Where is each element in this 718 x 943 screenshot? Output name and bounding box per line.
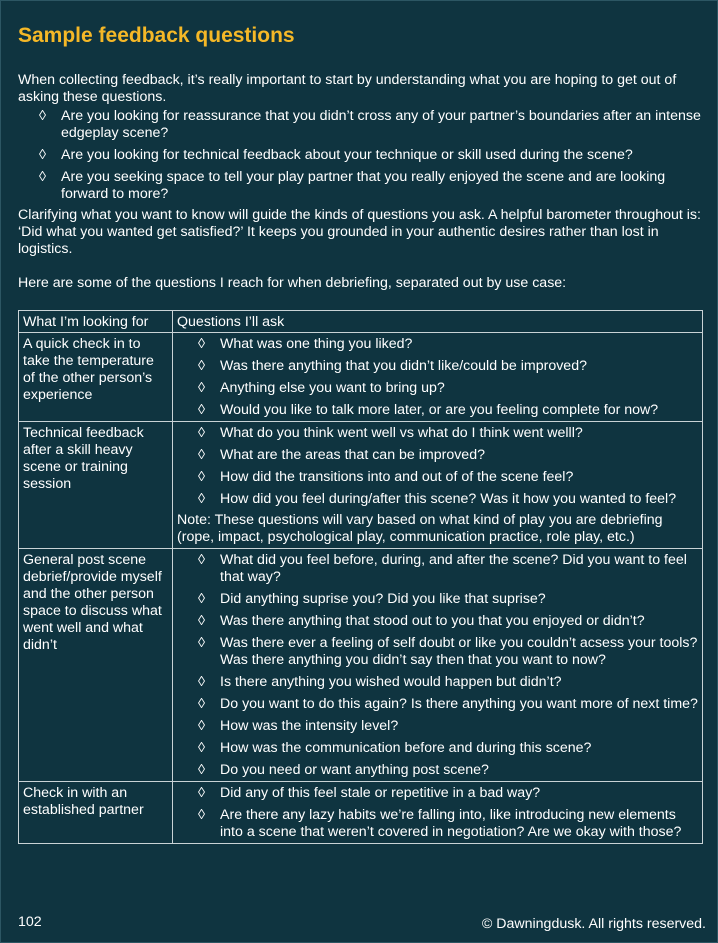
question-item [177,674,698,691]
question-text: Did any of this feel stale or repetitive in a bad way? [220,785,541,801]
diamond-bullet-icon: ◊ [198,807,206,823]
diamond-bullet-icon: ◊ [198,491,206,507]
question-item [177,718,698,735]
diamond-bullet-icon: ◊ [198,336,206,352]
question-item [177,469,698,486]
diamond-bullet-icon: ◊ [198,635,206,651]
question-text: Do you want to do this again? Is there anything you want more of next time? [220,696,698,712]
diamond-bullet-icon: ◊ [198,674,206,690]
intro-bullet-text: Are you seeking space to tell your play partner that you really enjoyed the scene and are looking forward to more? [61,169,666,202]
page-number: 102 [18,914,42,930]
question-text: How was the intensity level? [220,718,399,734]
clarifying-paragraph: Clarifying what you want to know will guide the kinds of questions you ask. A helpful barometer throughout is: ‘Did what you wanted get satisfied?’ It keeps you grounded in your authentic desires rather than lost in logistics. [18,207,701,257]
question-text: What do you think went well vs what do I think went welll? [220,425,583,441]
use-case-cell: A quick check in to take the temperature of the other person’s experience [19,333,173,422]
diamond-bullet-icon: ◊ [198,613,206,629]
intro-paragraph: When collecting feedback, it’s really important to start by understanding what you are hoping to get out of asking these questions. [18,72,677,105]
table-row [19,422,703,549]
diamond-bullet-icon: ◊ [198,425,206,441]
question-item [177,785,698,802]
question-text: Did anything suprise you? Did you like that suprise? [220,591,546,607]
diamond-bullet-icon: ◊ [198,740,206,756]
question-item [177,402,698,419]
question-text: Anything else you want to bring up? [220,380,445,396]
intro-bullet-list [18,108,710,203]
question-text: How was the communication before and during this scene? [220,740,592,756]
diamond-bullet-icon: ◊ [39,169,47,185]
copyright-notice: © Dawningdusk. All rights reserved. [481,916,706,932]
question-item [177,613,698,630]
question-text: Is there anything you wished would happen but didn’t? [220,674,562,690]
table-row [19,333,703,422]
questions-cell [173,782,703,844]
question-item [177,635,698,669]
question-list [177,425,698,508]
diamond-bullet-icon: ◊ [198,380,206,396]
diamond-bullet-icon: ◊ [198,552,206,568]
questions-cell [173,333,703,422]
diamond-bullet-icon: ◊ [198,591,206,607]
question-text: Was there anything that you didn’t like/could be improved? [220,358,587,374]
diamond-bullet-icon: ◊ [198,785,206,801]
intro-bullet [18,169,710,203]
column-header-questions: Questions I’ll ask [173,311,703,333]
diamond-bullet-icon: ◊ [39,108,47,124]
feedback-questions-table [18,310,703,844]
question-text: What did you feel before, during, and after the scene? Did you want to feel that way? [220,552,687,585]
question-list [177,336,698,419]
play-type-note: Note: These questions will vary based on what kind of play you are debriefing (rope, impact, psychological play, communication practice, role play, etc.) [177,512,663,545]
question-item [177,336,698,353]
questions-cell [173,549,703,782]
use-case-cell: Technical feedback after a skill heavy scene or training session [19,422,173,549]
question-item [177,491,698,508]
question-text: What was one thing you liked? [220,336,413,352]
question-text: Was there ever a feeling of self doubt or like you couldn’t acsess your tools? Was there anything you didn’t say then that you want to now? [220,635,698,668]
question-text: Would you like to talk more later, or are you feeling complete for now? [220,402,659,418]
diamond-bullet-icon: ◊ [198,718,206,734]
intro-bullet [18,147,710,164]
table-row [19,549,703,782]
question-list [177,785,698,841]
question-item [177,762,698,779]
questions-intro-paragraph: Here are some of the questions I reach for when debriefing, separated out by use case: [18,275,567,291]
page-title: Sample feedback questions [18,24,295,47]
question-item [177,358,698,375]
diamond-bullet-icon: ◊ [198,762,206,778]
question-text: Do you need or want anything post scene? [220,762,489,778]
question-item [177,591,698,608]
question-item [177,807,698,841]
question-text: Was there anything that stood out to you that you enjoyed or didn’t? [220,613,645,629]
diamond-bullet-icon: ◊ [198,447,206,463]
intro-bullet [18,108,710,142]
question-item [177,696,698,713]
questions-cell [173,422,703,549]
question-text: How did you feel during/after this scene? Was it how you wanted to feel? [220,491,677,507]
diamond-bullet-icon: ◊ [198,696,206,712]
question-text: What are the areas that can be improved? [220,447,485,463]
column-header-use-case: What I’m looking for [19,311,173,333]
table-header-row [19,311,703,333]
question-text: Are there any lazy habits we’re falling into, like introducing new elements into a scene that weren’t covered in negotiation? Are we okay with those? [220,807,682,840]
question-item [177,740,698,757]
intro-bullet-text: Are you looking for reassurance that you didn’t cross any of your partner’s boundaries after an intense edgeplay scene? [61,108,701,141]
question-item [177,380,698,397]
question-item [177,425,698,442]
diamond-bullet-icon: ◊ [39,147,47,163]
use-case-cell: General post scene debrief/provide myself and the other person space to discuss what went well and what didn’t [19,549,173,782]
question-text: How did the transitions into and out of of the scene feel? [220,469,574,485]
diamond-bullet-icon: ◊ [198,469,206,485]
table-row [19,782,703,844]
intro-section [18,72,710,292]
question-item [177,447,698,464]
question-item [177,552,698,586]
use-case-cell: Check in with an established partner [19,782,173,844]
question-list [177,552,698,779]
diamond-bullet-icon: ◊ [198,358,206,374]
diamond-bullet-icon: ◊ [198,402,206,418]
intro-bullet-text: Are you looking for technical feedback about your technique or skill used during the scene? [61,147,633,163]
